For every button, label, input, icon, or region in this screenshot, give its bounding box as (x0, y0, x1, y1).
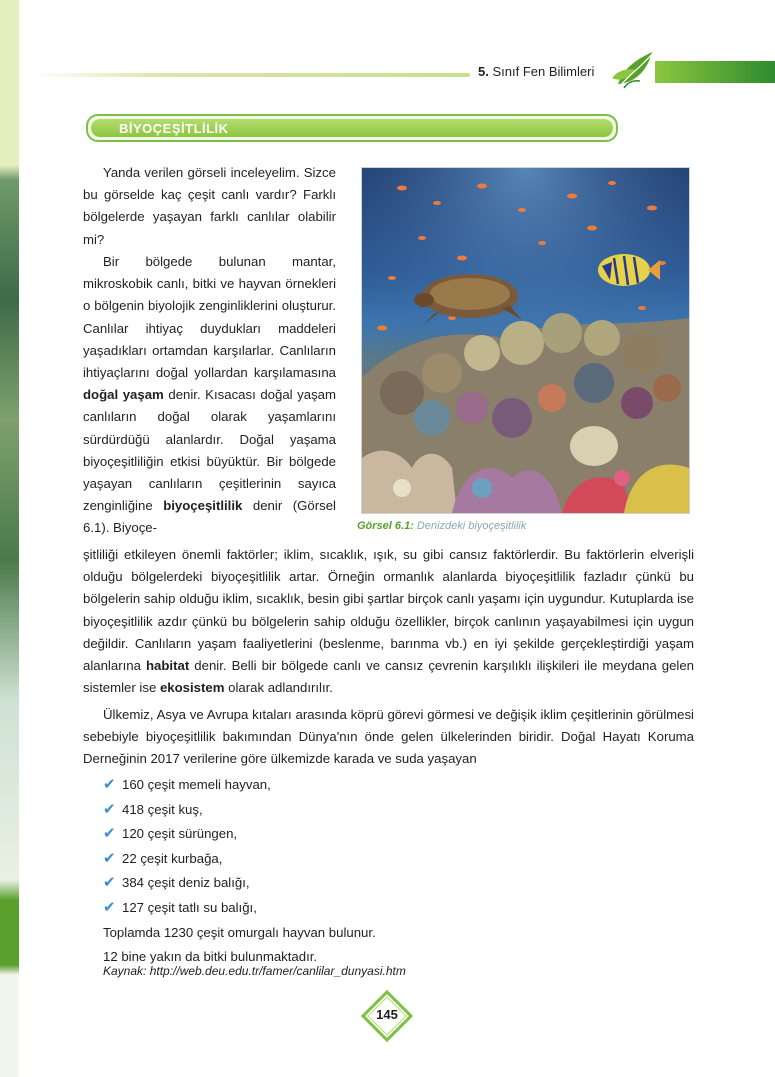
turkey-paragraph: Ülkemiz, Asya ve Avrupa kıtaları arasında köprü görevi görmesi ve değişik iklim çeşitlerinin görülmesi sebebiyle biyoçeşitlilik bakımından Dünya'nın önde gelen ülkelerinden biridir. Doğal Hayatı Koruma Derneğinin 2017 verilerine göre ülkemizde karada ve suda yaşayan (83, 707, 694, 767)
figure-caption-text: Denizdeki biyoçeşitlilik (416, 520, 527, 532)
definition-paragraph (83, 251, 336, 540)
leaf-icon (610, 48, 656, 92)
source-citation: Kaynak: http://web.deu.edu.tr/famer/canlilar_dunyasi.htm (103, 964, 406, 978)
definition-text-a: Bir bölgede bulunan mantar, mikroskobik canlı, bitki ve hayvan örnekleri o bölgenin biyolojik zenginliklerini oluşturur. Canlılar ihtiyaç duydukları maddeleri yaşadıkları ortamdan karşılarlar. Canlıların ihtiyaçlarını doğal yollardan karşılamasına (83, 254, 336, 381)
list-item: ✔ 384 çeşit deniz balığı, (103, 871, 376, 896)
species-list (103, 773, 376, 970)
decorative-side-strip (0, 0, 19, 1077)
grade-number: 5. (478, 64, 489, 79)
checkmark-icon: ✔ (103, 776, 116, 793)
section-header (86, 114, 618, 142)
factors-text-a: şitliliği etkileyen önemli faktörler; iklim, sıcaklık, ışık, su gibi cansız faktörlerdir. Bu faktörlerin elverişli olduğu bölgelerdeki biyoçeşitlilik artar. Örneğin ormanlık alanlarda biyoçeşitlilik fazladır çünkü bu bölgelerin sahip olduğu iklim, sıcaklık, besin gibi şartlar birçok canlı yaşamı için uygundur. Kutuplarda ise biyoçeşitlilik azdır çünkü bu bölgelerin sahip olduğu özellikler, birçok canlının yaşayabilmesi için uygun değildir. Canlıların yaşam faaliyetlerini (beslenme, barınma vb.) en iyi şekilde gerçekleştirdiği yaşam alanlarına (83, 547, 694, 674)
term-habitat: habitat (145, 658, 190, 674)
figure-caption-label: Görsel 6.1: (357, 520, 414, 532)
header-green-bar (655, 61, 775, 83)
header-divider-line (30, 73, 470, 77)
coral-reef-photo (361, 167, 690, 514)
checkmark-icon: ✔ (103, 898, 116, 916)
section-title: BİYOÇEŞİTLİLİK (119, 121, 229, 136)
list-item: ✔ 22 çeşit kurbağa, (103, 847, 376, 872)
term-biyocesitlilik: biyoçeşitlilik (163, 498, 243, 514)
page-header-title (478, 64, 594, 79)
list-item: ✔ 127 çeşit tatlı su balığı, (103, 896, 376, 921)
figure-caption (357, 520, 526, 532)
factors-paragraph (83, 544, 694, 699)
checkmark-icon: ✔ (103, 800, 116, 818)
subject-name: Sınıf Fen Bilimleri (492, 64, 595, 79)
summary-plants: 12 bine yakın da bitki bulunmaktadır. (103, 949, 318, 965)
factors-text-c: olarak adlandırılır. (228, 680, 333, 696)
summary-total: Toplamda 1230 çeşit omurgalı hayvan bulunur. (103, 924, 376, 940)
page-number: 145 (376, 1007, 398, 1022)
list-item: ✔ 120 çeşit sürüngen, (103, 822, 376, 847)
intro-paragraph: Yanda verilen görseli inceleyelim. Sizce bu görselde kaç çeşit canlı vardır? Farklı bölgelerde yaşayan farklı canlılar olabilir mi? (83, 165, 336, 247)
list-item: ✔ 160 çeşit memeli hayvan, (103, 773, 376, 798)
list-item: ✔ 418 çeşit kuş, (103, 798, 376, 823)
factors-text-b: denir. Belli bir bölgede canlı ve cansız çevrenin karşılıklı ilişkileri ile meydana gelen sistemler ise (83, 658, 694, 696)
term-dogal-yasam: doğal yaşam (83, 387, 164, 403)
coral-reef-illustration (362, 168, 689, 513)
checkmark-icon: ✔ (103, 874, 116, 892)
term-ekosistem: ekosistem (159, 680, 225, 696)
checkmark-icon: ✔ (103, 825, 116, 843)
definition-text-c: denir (Görsel 6.1). Biyoçe- (83, 498, 336, 536)
definition-text-b: denir. Kısacası doğal yaşam canlıların doğal olarak yaşamlarını sürdürdüğü alanlardır. Doğal yaşama biyoçeşitliliğin etkisi büyüktür. Bir bölgede yaşayan canlıların çeşitlerinin sayıca zenginliğine (83, 387, 336, 514)
checkmark-icon: ✔ (103, 849, 116, 867)
